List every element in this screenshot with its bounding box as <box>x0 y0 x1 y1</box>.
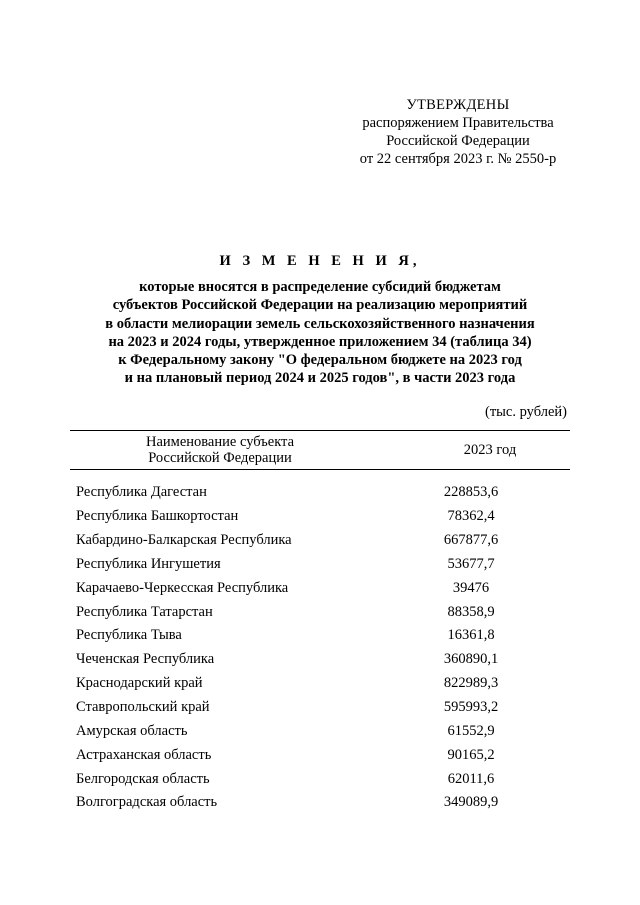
title-line: субъектов Российской Федерации на реализацию мероприятий <box>112 297 528 314</box>
column-header-year: 2023 год <box>463 441 517 458</box>
table-row <box>70 696 570 720</box>
table-row <box>70 672 570 696</box>
region-name: Волгоградская область <box>76 794 218 811</box>
region-name: Белгородская область <box>76 770 210 787</box>
table-row <box>70 767 570 791</box>
table-row <box>70 553 570 577</box>
approval-block <box>330 96 586 168</box>
table-row <box>70 505 570 529</box>
title-line: которые вносятся в распределение субсидий бюджетам <box>139 279 501 296</box>
table-row <box>70 791 570 815</box>
subsidy-value: 228853,6 <box>443 484 499 501</box>
approval-line: распоряжением Правительства <box>362 115 554 131</box>
region-name: Республика Тыва <box>76 627 182 644</box>
approval-line: Российской Федерации <box>386 133 530 149</box>
table-row <box>70 600 570 624</box>
region-name: Чеченская Республика <box>76 651 215 668</box>
region-name: Амурская область <box>76 722 188 739</box>
subsidy-value: 62011,6 <box>447 770 495 787</box>
table-row <box>70 624 570 648</box>
region-name: Карачаево-Черкесская Республика <box>76 579 289 596</box>
subsidy-value: 90165,2 <box>447 746 495 763</box>
title-heading: И З М Е Н Е Н И Я, <box>219 253 421 269</box>
subsidy-value: 822989,3 <box>443 675 499 692</box>
subsidy-value: 667877,6 <box>443 532 499 549</box>
units-note: (тыс. рублей) <box>485 404 567 420</box>
region-name: Кабардино-Балкарская Республика <box>76 532 292 549</box>
table-row <box>70 648 570 672</box>
subsidy-table <box>70 430 570 815</box>
region-name: Республика Ингушетия <box>76 555 221 572</box>
document-title <box>60 252 580 387</box>
table-header <box>70 430 570 470</box>
column-header-subject-line: Российской Федерации <box>148 450 292 466</box>
subsidy-value: 88358,9 <box>447 603 495 620</box>
region-name: Ставропольский край <box>76 699 210 716</box>
region-name: Республика Дагестан <box>76 484 207 501</box>
table-row <box>70 719 570 743</box>
subsidy-value: 16361,8 <box>447 627 495 644</box>
table-row <box>70 743 570 767</box>
approval-line: от 22 сентября 2023 г. № 2550-р <box>359 151 557 167</box>
region-name: Республика Татарстан <box>76 603 213 620</box>
title-line: и на плановый период 2024 и 2025 годов", в части 2023 года <box>124 370 516 387</box>
subsidy-value: 349089,9 <box>443 794 499 811</box>
region-name: Краснодарский край <box>76 675 203 692</box>
subsidy-value: 595993,2 <box>443 699 499 716</box>
title-line: к Федеральному закону "О федеральном бюджете на 2023 год <box>118 352 522 369</box>
approval-heading: УТВЕРЖДЕНЫ <box>406 97 510 113</box>
subsidy-value: 39476 <box>452 579 490 596</box>
region-name: Республика Башкортостан <box>76 508 239 525</box>
title-line: на 2023 и 2024 годы, утвержденное приложением 34 (таблица 34) <box>108 333 532 350</box>
subsidy-value: 360890,1 <box>443 651 499 668</box>
region-name: Астраханская область <box>76 746 212 763</box>
subsidy-value: 78362,4 <box>447 508 495 525</box>
subsidy-value: 61552,9 <box>447 722 495 739</box>
column-header-subject-line: Наименование субъекта <box>145 434 295 450</box>
table-row <box>70 576 570 600</box>
table-row <box>70 481 570 505</box>
subsidy-value: 53677,7 <box>447 555 495 572</box>
table-body <box>70 481 570 815</box>
title-line: в области мелиорации земель сельскохозяйственного назначения <box>105 315 535 332</box>
table-row <box>70 529 570 553</box>
column-header-subject <box>70 434 370 466</box>
